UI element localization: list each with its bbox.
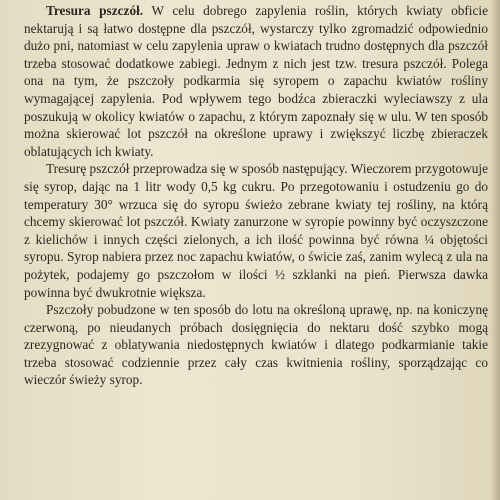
- article-text: [24, 2, 488, 389]
- section-heading: Tresura pszczół.: [46, 3, 144, 18]
- paragraph-2: Tresurę pszczół przeprowadza się w sposób następujący. Wieczorem przygotowuje się syrop, dając na 1 litr wody 0,5 kg cukru. Po przegotowaniu i ostudzeniu go do temperatury 30° wrzuca się do syropu świeżo zebrane kwiaty tej rośliny, na którą chcemy skierować lot pszczół. Kwiaty zanurzone w syropie powinny być oczyszczone z kielichów i innych części zielonych, a ich ilość powinna być równa ¼ objętości syropu. Syrop nabiera przez noc zapachu kwiatów, o świcie zaś, zanim wylecą z ula na pożytek, podajemy go pszczołom w ilości ½ szklanki na pień. Pierwsza dawka powinna być dwukrotnie większa.: [24, 161, 488, 300]
- paragraph-1-text: W celu dobrego zapylenia roślin, których kwiaty obficie nektarują i są łatwo dostępne dla pszczół, wystarczy tylko zgromadzić odpowiednio dużo pni, natomiast w celu zapylenia upraw o kwiatach trudno dostępnych dla pszczół trzeba stosować dodatkowe zabiegi. Jednym z nich jest tzw. tresura pszczół. Polega ona na tym, że pszczoły podkarmia się syropem o zapachu kwiatów rośliny wymagającej zapylenia. Pod wpływem tego bodźca zbieraczki wyleciawszy z ula poszukują w okolicy kwiatów o zapachu, z którym zapoznały się w ulu. W ten sposób można skierować lot pszczół na określone uprawy i zwiększyć liczbę zbieraczek oblatujących ich kwiaty.: [24, 3, 488, 159]
- paragraph-3: Pszczoły pobudzone w ten sposób do lotu na określoną uprawę, np. na koniczynę czerwoną, po nieudanych próbach dosięgnięcia do nektaru dość szybko mogą zrezygnować z oblatywania niedostępnych kwiatów i dlatego podkarmianie takie trzeba stosować codziennie przez cały czas kwitnienia rośliny, sporządzając co wieczór świeży syrop.: [24, 302, 488, 388]
- paragraph-1: [24, 2, 488, 160]
- page-edge-shadow: [490, 0, 500, 500]
